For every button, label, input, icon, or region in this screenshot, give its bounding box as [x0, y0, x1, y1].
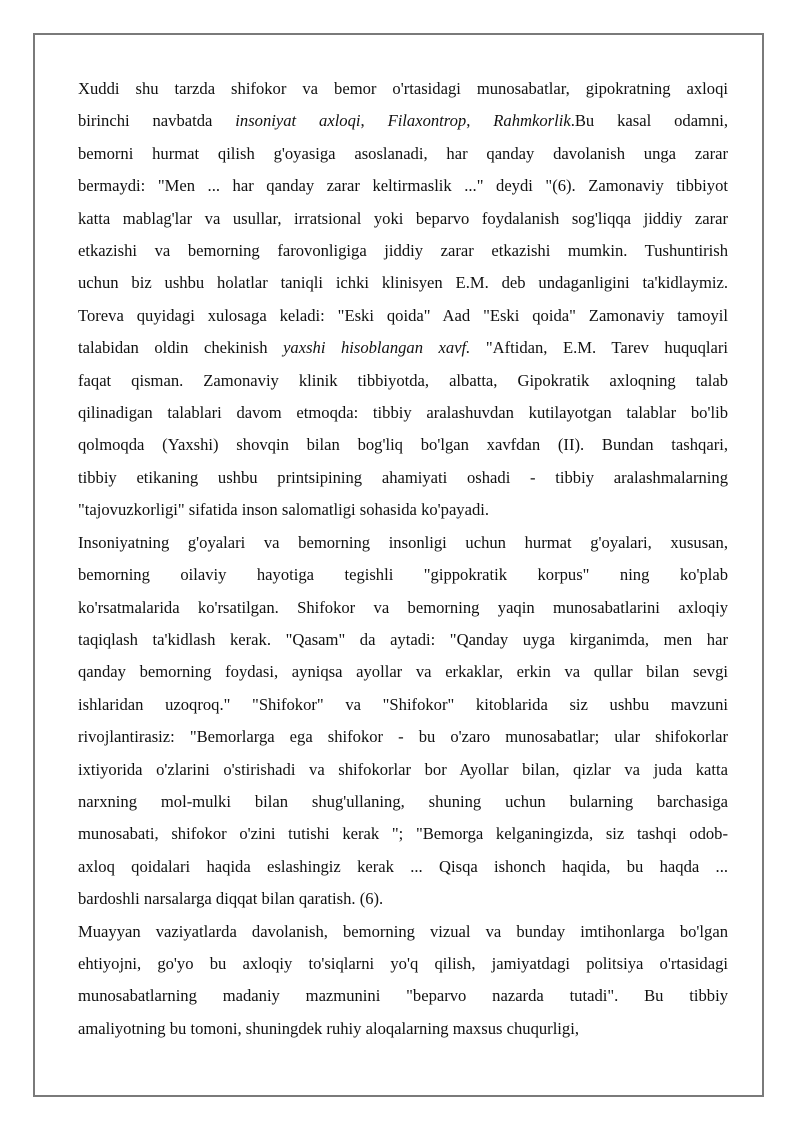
text-run: ishlaridan uzoqroq." "Shifokor" va "Shifokor" kitoblarida siz ushbu mavzuni — [78, 694, 728, 714]
italic-text: Rahmkorlik — [493, 111, 571, 131]
text-run: narxning mol-mulki bilan shug'ullaning, shuning uchun bularning barchasiga — [78, 791, 728, 811]
text-run: .Bu kasal odamni, — [570, 111, 729, 131]
text-run: "Aftidan, E.M. Tarev huquqlari — [470, 338, 728, 358]
text-line — [78, 916, 728, 948]
text-line — [78, 754, 728, 786]
italic-text: insoniyat axloqi — [235, 111, 361, 131]
text-run: ixtiyorida o'zlarini o'stirishadi va shifokorlar bor Ayollar bilan, qizlar va juda katta — [78, 759, 728, 779]
paragraph — [78, 73, 728, 527]
text-line — [78, 365, 728, 397]
text-line — [78, 429, 728, 461]
text-run: Muayyan vaziyatlarda davolanish, bemorning vizual va bunday imtihonlarga bo'lgan — [78, 921, 728, 941]
text-line — [78, 397, 728, 429]
text-line — [78, 73, 728, 105]
text-line — [78, 851, 728, 883]
text-line — [78, 138, 728, 170]
text-run: talabidan oldin chekinish — [78, 338, 284, 358]
text-line — [78, 786, 728, 818]
text-run: bardoshli narsalarga diqqat bilan qaratish. (6). — [78, 889, 384, 909]
text-run: , — [466, 111, 494, 131]
text-line — [78, 203, 728, 235]
text-run: ehtiyojni, go'yo bu axloqiy to'siqlarni yo'q qilish, jamiyatdagi politsiya o'rtasidagi — [78, 953, 728, 973]
text-run: bemorni hurmat qilish g'oyasiga asoslanadi, har qanday davolanish unga zarar — [78, 143, 728, 163]
text-line — [78, 818, 728, 850]
text-run: ko'rsatmalarida ko'rsatilgan. Shifokor va bemorning yaqin munosabatlarini axloqiy — [78, 597, 728, 617]
text-run: axloq qoidalari haqida eslashingiz kerak ... Qisqa ishonch haqida, bu haqda ... — [78, 856, 728, 876]
text-run: Xuddi shu tarzda shifokor va bemor o'rtasidagi munosabatlar, gipokratning axloqi — [78, 79, 728, 98]
text-run: qanday bemorning foydasi, ayniqsa ayollar va erkaklar, erkin va qullar bilan sevgi — [78, 662, 728, 682]
text-run: tibbiy etikaning ushbu printsipining ahamiyati oshadi - tibbiy aralashmalarning — [78, 467, 728, 487]
text-line — [78, 170, 728, 202]
text-line — [78, 559, 728, 591]
document-body — [78, 73, 728, 1045]
text-run: katta mablag'lar va usullar, irratsional yoki beparvo foydalanish sog'liqqa jiddiy zarar — [78, 208, 728, 228]
paragraph — [78, 916, 728, 1046]
text-run: etkazishi va bemorning farovonligiga jiddiy zarar etkazishi mumkin. Tushuntirish — [78, 241, 728, 261]
text-line — [78, 527, 728, 559]
text-run: amaliyotning bu tomoni, shuningdek ruhiy aloqalarning maxsus chuqurligi, — [78, 1018, 579, 1038]
text-run: bermaydi: "Men ... har qanday zarar keltirmaslik ..." deydi "(6). Zamonaviy tibbiyot — [78, 176, 728, 196]
text-run: uchun biz ushbu holatlar taniqli ichki klinisyen E.M. deb undaganligini ta'kidlaymiz. — [78, 273, 728, 293]
text-line — [78, 105, 728, 137]
text-run: "tajovuzkorligi" sifatida inson salomatligi sohasida ko'payadi. — [78, 500, 490, 520]
text-line — [78, 656, 728, 688]
text-line — [78, 592, 728, 624]
text-run: birinchi navbatda — [78, 111, 236, 131]
text-line — [78, 689, 728, 721]
text-run: bemorning oilaviy hayotiga tegishli "gippokratik korpus" ning ko'plab — [78, 565, 728, 585]
text-run: qilinadigan talablari davom etmoqda: tibbiy aralashuvdan kutilayotgan talablar bo'lib — [78, 403, 728, 423]
text-line — [78, 721, 728, 753]
text-line — [78, 494, 728, 526]
text-run: , — [360, 111, 388, 131]
text-line — [78, 980, 728, 1012]
text-run: taqiqlash ta'kidlash kerak. "Qasam" da aytadi: "Qanday uyga kirganimda, men har — [78, 629, 728, 649]
italic-text: yaxshi hisoblangan xavf. — [283, 338, 471, 358]
text-run: rivojlantirasiz: "Bemorlarga ega shifokor - bu o'zaro munosabatlar; ular shifokorlar — [78, 727, 728, 747]
text-run: qolmoqda (Yaxshi) shovqin bilan bog'liq bo'lgan xavfdan (II). Bundan tashqari, — [78, 435, 728, 455]
text-line — [78, 300, 728, 332]
text-run: munosabatlarning madaniy mazmunini "beparvo nazarda tutadi". Bu tibbiy — [78, 986, 728, 1006]
text-run: Toreva quyidagi xulosaga keladi: "Eski qoida" Aad "Eski qoida" Zamonaviy tamoyil — [78, 305, 728, 325]
text-run: faqat qisman. Zamonaviy klinik tibbiyotda, albatta, Gipokratik axloqning talab — [78, 370, 728, 390]
paragraph — [78, 527, 728, 916]
text-line — [78, 948, 728, 980]
text-line — [78, 267, 728, 299]
italic-text: Filaxontrop — [387, 111, 467, 131]
text-line — [78, 883, 728, 915]
text-line — [78, 235, 728, 267]
text-line — [78, 332, 728, 364]
text-line — [78, 624, 728, 656]
text-run: munosabati, shifokor o'zini tutishi kerak "; "Bemorga kelganingizda, siz tashqi odob- — [78, 824, 728, 844]
text-run: Insoniyatning g'oyalari va bemorning insonligi uchun hurmat g'oyalari, xususan, — [78, 532, 728, 552]
text-line — [78, 1013, 728, 1045]
text-line — [78, 462, 728, 494]
